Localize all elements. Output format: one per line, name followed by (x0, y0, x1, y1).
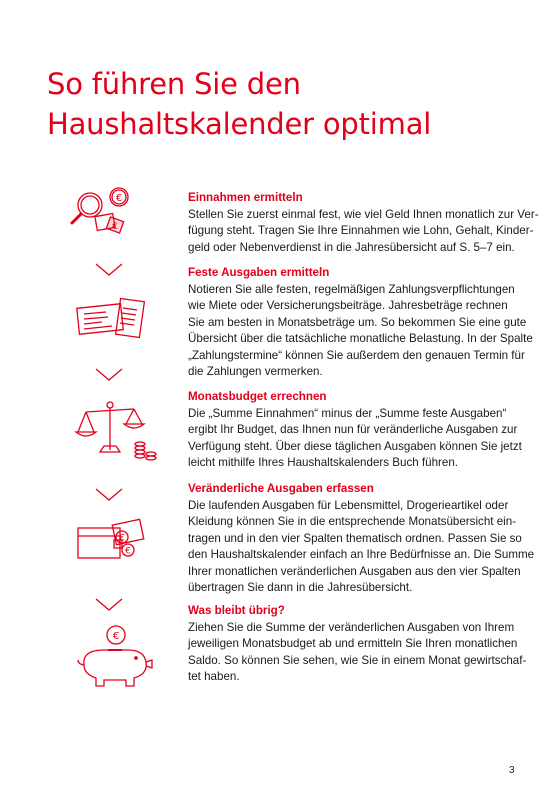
coin-symbol: € (112, 222, 118, 232)
magnifier-coins-icon (68, 185, 148, 245)
bills-icon (74, 296, 154, 346)
chevron-down-icon (95, 488, 123, 507)
chevron-down-icon (95, 263, 123, 282)
page-number: 3 (509, 765, 515, 776)
section-monatsbudget (188, 389, 522, 472)
body-line: ergibt Ihr Budget, das Ihnen nun für veränderliche Ausgaben zur (188, 423, 518, 436)
chevron-down-icon (95, 598, 123, 617)
body-line: fügung steht. Tragen Sie Ihre Einnahmen wie Lohn, Gehalt, Kinder- (188, 224, 534, 237)
body-line: die Zahlungen vermerken. (188, 365, 323, 378)
title-line-1: So führen Sie den (47, 67, 301, 101)
body-line: den Haushaltskalender einfach an Ihre Bedürfnisse an. Die Summe (188, 548, 535, 561)
section-body (188, 207, 539, 257)
section-feste-ausgaben (188, 265, 533, 381)
coin-symbol: € (115, 193, 123, 204)
section-heading: Veränderliche Ausgaben erfassen (188, 482, 374, 495)
body-line: Die laufenden Ausgaben für Lebensmittel, Drogerieartikel oder (188, 498, 509, 512)
piggy-bank-icon (74, 620, 160, 690)
body-line: wie Miete oder Versicherungsbeiträge. Jahresbeträge rechnen (188, 299, 508, 312)
section-body (188, 498, 535, 597)
section-veraenderliche-ausgaben (188, 481, 535, 597)
body-line: „Zahlungstermine“ können Sie außerdem den genauen Termin für (188, 348, 525, 362)
body-line: Ziehen Sie die Summe der veränderlichen Ausgaben von Ihrem (188, 620, 515, 634)
body-line: Sie am besten in Monatsbeträge um. So bekommen Sie eine gute (188, 315, 527, 329)
body-line: geld oder Nebenverdienst in die Jahresübersicht auf S. 5–7 ein. (188, 240, 515, 254)
coin-symbol: € (125, 546, 131, 557)
body-line: jeweiligen Monatsbudget ab und ermitteln Sie Ihren monatlichen (188, 637, 518, 650)
section-was-bleibt-uebrig (188, 603, 527, 686)
body-line: tragen und in den vier Spalten thematisch ordnen. Passen Sie so (188, 531, 522, 545)
section-body (188, 406, 522, 472)
body-line: Notieren Sie alle festen, regelmäßigen Zahlungsverpflichtungen (188, 282, 515, 296)
section-heading: Was bleibt übrig? (188, 604, 285, 617)
section-heading: Feste Ausgaben ermitteln (188, 266, 330, 279)
body-line: Verfügung steht. Über diese täglichen Ausgaben können Sie jetzt (188, 439, 522, 453)
coin-symbol: € (119, 533, 125, 544)
body-line: Die „Summe Einnahmen“ minus der „Summe feste Ausgaben“ (188, 406, 507, 420)
body-line: leicht mithilfe Ihres Haushaltskalenders Buch führen. (188, 456, 459, 469)
section-body (188, 620, 527, 686)
section-heading: Monatsbudget errechnen (188, 390, 327, 403)
section-heading: Einnahmen ermitteln (188, 191, 303, 204)
section-body (188, 282, 533, 381)
body-line: tet haben. (188, 670, 240, 683)
wallet-icon (74, 516, 154, 568)
body-line: Saldo. So können Sie sehen, wie Sie in einem Monat gewirtschaf- (188, 653, 527, 667)
body-line: Kleidung können Sie in die entsprechende Monatsübersicht ein- (188, 515, 517, 528)
coin-symbol: € (112, 631, 120, 642)
title-line-2: Haushaltskalender optimal (47, 107, 432, 141)
section-einnahmen (188, 190, 539, 256)
body-line: Ihrer monatlichen veränderlichen Ausgaben aus den vier Spalten (188, 564, 521, 578)
body-line: Übersicht über die tatsächliche monatliche Belastung. In der Spalte (188, 332, 533, 345)
page-title (47, 64, 431, 144)
body-line: übertragen Sie dann in die Jahresübersicht. (188, 581, 413, 594)
body-line: Stellen Sie zuerst einmal fest, wie viel Geld Ihnen monatlich zur Ver- (188, 207, 539, 221)
chevron-down-icon (95, 368, 123, 387)
balance-scale-icon (74, 400, 160, 464)
